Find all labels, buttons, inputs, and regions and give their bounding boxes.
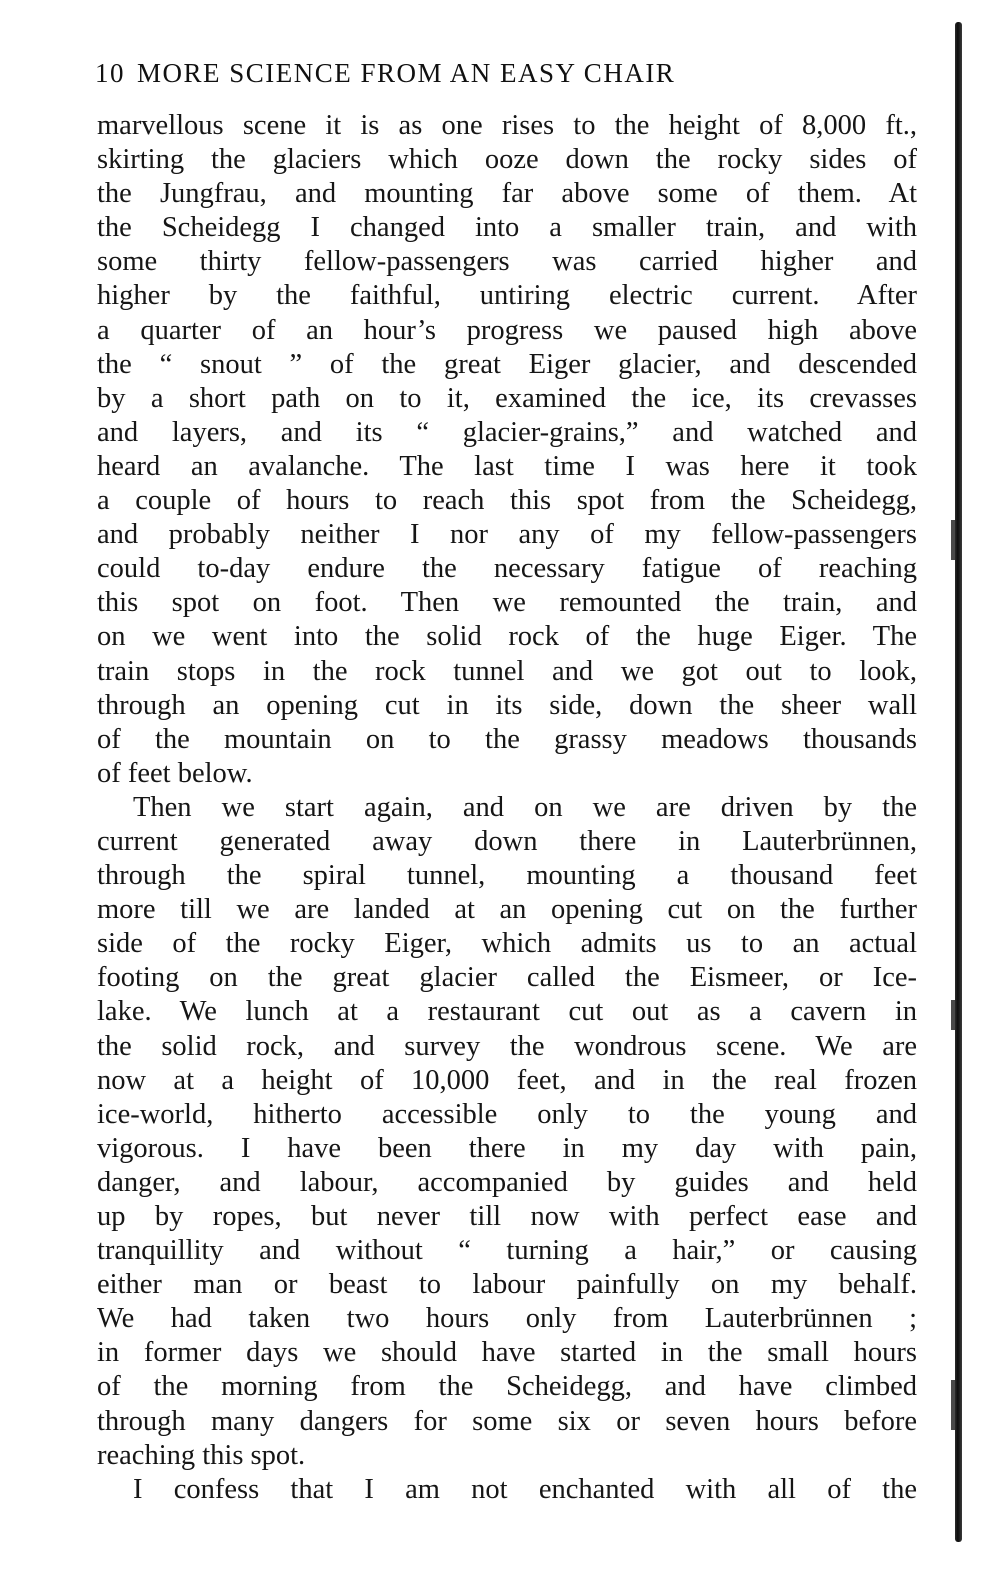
text-line: could to-day endure the necessary fatigue of reaching xyxy=(97,553,917,585)
text-line: current generated away down there in Lauterbrünnen, xyxy=(97,825,917,857)
body-text xyxy=(97,109,917,1507)
text-line: now at a height of 10,000 feet, and in the real frozen xyxy=(97,1064,917,1096)
text-line: marvellous scene it is as one rises to the height of 8,000 ft., xyxy=(97,110,917,141)
text-line: the Scheidegg I changed into a smaller train, and with xyxy=(97,212,917,244)
text-line: and probably neither I nor any of my fellow-passengers xyxy=(97,519,917,551)
text-line: this spot on foot. Then we remounted the train, and xyxy=(97,587,917,619)
page-number: 10 xyxy=(95,58,125,88)
text-line: through the spiral tunnel, mounting a thousand feet xyxy=(97,860,917,892)
text-line: lake. We lunch at a restaurant cut out as a cavern in xyxy=(97,996,917,1028)
text-line: either man or beast to labour painfully on my behalf. xyxy=(97,1269,917,1301)
text-line: train stops in the rock tunnel and we got out to look, xyxy=(97,655,917,687)
text-line: more till we are landed at an opening cut on the further xyxy=(97,894,917,926)
text-line: Then we start again, and on we are driven by the xyxy=(133,791,917,823)
page-edge-speck xyxy=(951,520,955,560)
text-line: by a short path on to it, examined the ice, its crevasses xyxy=(97,382,917,414)
text-line: the “ snout ” of the great Eiger glacier, and descended xyxy=(97,348,917,380)
text-line: tranquillity and without “ turning a hair,” or causing xyxy=(97,1235,917,1267)
text-line: of the morning from the Scheidegg, and have climbed xyxy=(97,1371,917,1403)
text-line: through an opening cut in its side, down the sheer wall xyxy=(97,689,917,721)
text-line: of the mountain on to the grassy meadows thousands xyxy=(97,723,917,755)
page-edge-shadow xyxy=(955,22,962,1542)
text-line: footing on the great glacier called the Eismeer, or Ice- xyxy=(97,962,917,994)
page-edge-speck xyxy=(951,1380,955,1430)
text-line: heard an avalanche. The last time I was here it took xyxy=(97,450,917,482)
text-line: I confess that I am not enchanted with all of the xyxy=(133,1473,917,1505)
text-line: of feet below. xyxy=(97,757,253,789)
page-edge-speck xyxy=(951,1000,955,1030)
running-header xyxy=(95,58,925,89)
text-line: reaching this spot. xyxy=(97,1439,306,1471)
text-line: We had taken two hours only from Lauterbrünnen ; xyxy=(97,1303,917,1335)
text-line: the Jungfrau, and mounting far above some of them. At xyxy=(97,178,917,210)
text-line: some thirty fellow-passengers was carried higher and xyxy=(97,246,917,278)
text-line: higher by the faithful, untiring electric current. After xyxy=(97,280,917,312)
text-line: vigorous. I have been there in my day with pain, xyxy=(97,1132,917,1164)
text-line: side of the rocky Eiger, which admits us to an actual xyxy=(97,928,917,960)
text-line: a quarter of an hour’s progress we paused high above xyxy=(97,314,917,346)
text-line: the solid rock, and survey the wondrous scene. We are xyxy=(97,1030,917,1062)
text-line: up by ropes, but never till now with perfect ease and xyxy=(97,1201,917,1232)
text-line: through many dangers for some six or seven hours before xyxy=(97,1405,917,1437)
running-title: MORE SCIENCE FROM AN EASY CHAIR xyxy=(137,58,676,88)
text-line: and layers, and its “ glacier-grains,” and watched and xyxy=(97,416,917,448)
text-line: in former days we should have started in the small hours xyxy=(97,1337,917,1369)
text-line: a couple of hours to reach this spot from the Scheidegg, xyxy=(97,485,917,517)
text-line: ice-world, hitherto accessible only to the young and xyxy=(97,1098,917,1130)
text-line: danger, and labour, accompanied by guides and held xyxy=(97,1166,917,1198)
text-line: skirting the glaciers which ooze down the rocky sides of xyxy=(97,144,917,176)
text-line: on we went into the solid rock of the huge Eiger. The xyxy=(97,621,917,653)
